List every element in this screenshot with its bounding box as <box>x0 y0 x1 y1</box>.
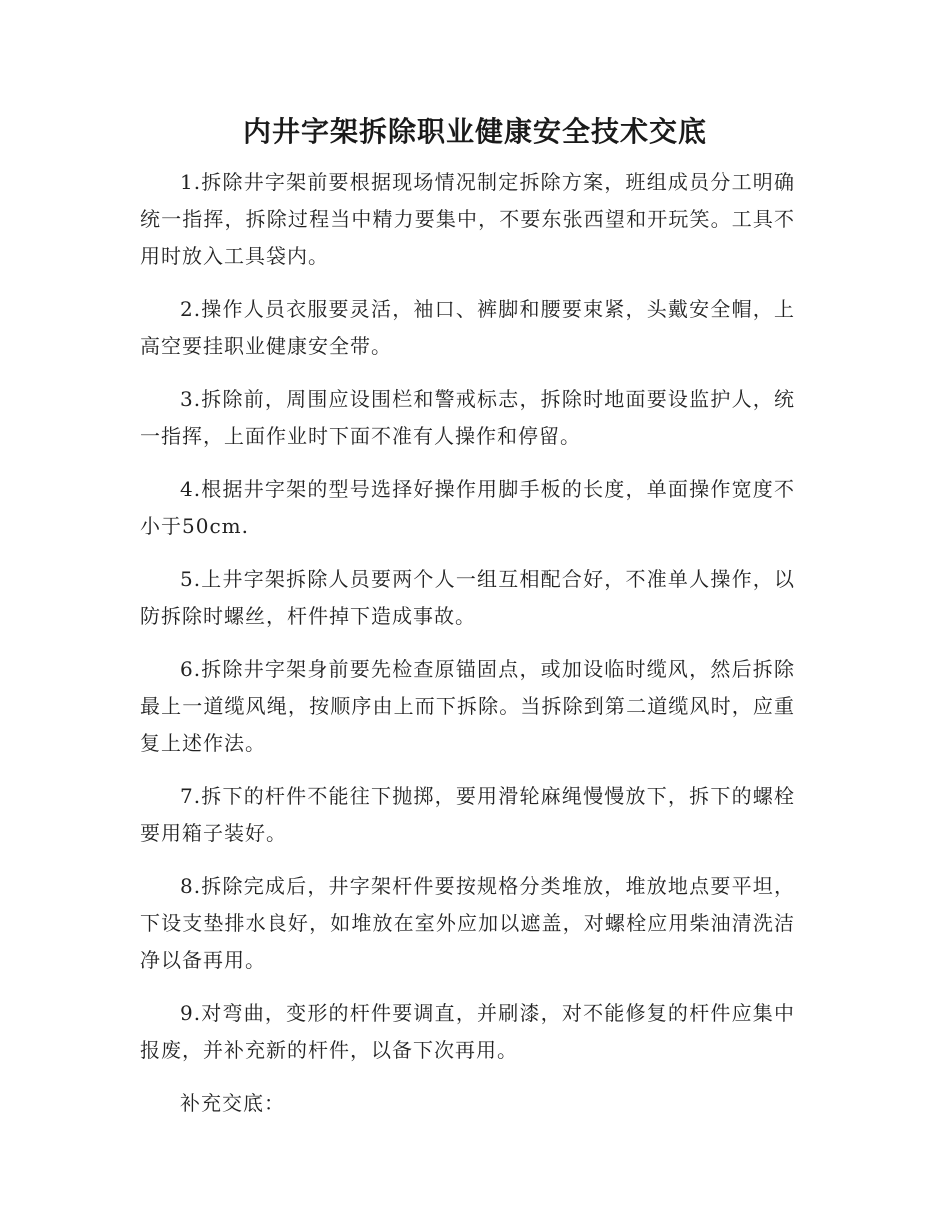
document-body <box>140 164 795 1138</box>
paragraph-2: 2.操作人员衣服要灵活，袖口、裤脚和腰要束紧，头戴安全帽，上高空要挂职业健康安全带。 <box>140 297 795 358</box>
paragraph-3: 3.拆除前，周围应设围栏和警戒标志，拆除时地面要设监护人，统一指挥，上面作业时下面不准有人操作和停留。 <box>140 387 795 448</box>
paragraph-8: 8.拆除完成后，井字架杆件要按规格分类堆放，堆放地点要平坦，下设支垫排水良好，如堆放在室外应加以遮盖，对螺栓应用柴油清洗洁净以备再用。 <box>140 874 795 972</box>
paragraph-1: 1.拆除井字架前要根据现场情况制定拆除方案，班组成员分工明确统一指挥，拆除过程当中精力要集中，不要东张西望和开玩笑。工具不用时放入工具袋内。 <box>140 170 795 268</box>
paragraph-5: 5.上井字架拆除人员要两个人一组互相配合好，不准单人操作，以防拆除时螺丝，杆件掉下造成事故。 <box>140 567 795 628</box>
paragraph-9: 9.对弯曲，变形的杆件要调直，并刷漆，对不能修复的杆件应集中报废，并补充新的杆件，以备下次再用。 <box>140 1001 795 1062</box>
supplementary-note: 补充交底： <box>180 1091 285 1115</box>
paragraph-7: 7.拆下的杆件不能往下抛掷，要用滑轮麻绳慢慢放下，拆下的螺栓要用箱子装好。 <box>140 784 795 845</box>
paragraph-4: 4.根据井字架的型号选择好操作用脚手板的长度，单面操作宽度不小于50cm. <box>140 477 795 538</box>
paragraph-6: 6.拆除井字架身前要先检查原锚固点，或加设临时缆风，然后拆除最上一道缆风绳，按顺序由上而下拆除。当拆除到第二道缆风时，应重复上述作法。 <box>140 657 795 755</box>
document-title: 内井字架拆除职业健康安全技术交底 <box>242 115 707 148</box>
